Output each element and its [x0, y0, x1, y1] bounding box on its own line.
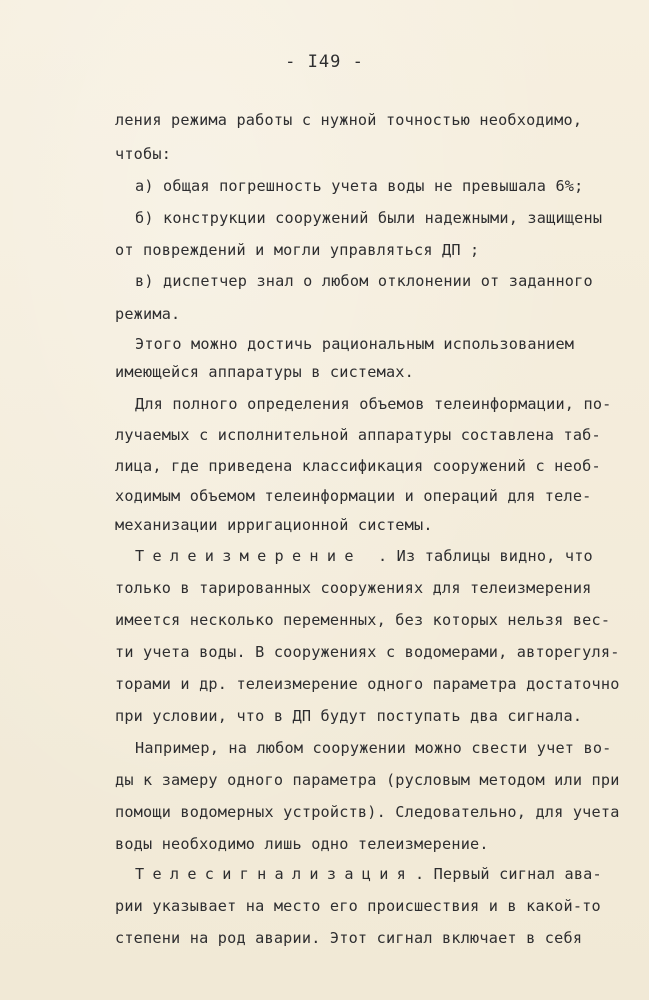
- section-heading: Телеизмерение: [135, 547, 362, 565]
- text-line: помощи водомерных устройств). Следовательно, для учета: [115, 803, 620, 821]
- text-line: в) диспетчер знал о любом отклонении от заданного: [135, 272, 593, 290]
- text-line: механизации ирригационной системы.: [115, 516, 433, 534]
- text-line: Этого можно достичь рациональным использованием: [135, 335, 575, 353]
- section-heading: Телесигнализация: [135, 865, 415, 883]
- text-line: только в тарированных сооружениях для телеизмерения: [115, 579, 592, 597]
- text-line: при условии, что в ДП будут поступать два сигнала.: [115, 707, 583, 725]
- text-line: . Из таблицы видно, что: [378, 547, 593, 565]
- text-line: лучаемых с исполнительной аппаратуры составлена таб-: [115, 426, 601, 444]
- text-line: рии указывает на место его происшествия и в какой-то: [115, 897, 601, 915]
- text-line: степени на род аварии. Этот сигнал включает в себя: [115, 929, 583, 947]
- text-line: ления режима работы с нужной точностью необходимо,: [115, 111, 583, 129]
- text-line: чтобы:: [115, 145, 172, 163]
- text-line: имеющейся аппаратуры в системах.: [115, 363, 414, 381]
- text-line: ды к замеру одного параметра (русловым методом или при: [115, 771, 620, 789]
- text-line: воды необходимо лишь одно телеизмерение.: [115, 835, 489, 853]
- text-line: . Первый сигнал ава-: [415, 865, 602, 883]
- text-line: лица, где приведена классификация сооружений с необ-: [115, 457, 601, 475]
- text-line: имеется несколько переменных, без которых нельзя вес-: [115, 611, 611, 629]
- text-line: Для полного определения объемов телеинформации, по-: [135, 395, 612, 413]
- text-line: режима.: [115, 305, 181, 323]
- text-line: а) общая погрешность учета воды не превышала 6%;: [135, 177, 584, 195]
- text-line: б) конструкции сооружений были надежными, защищены: [135, 209, 603, 227]
- text-line: Например, на любом сооружении можно свести учет во-: [135, 739, 612, 757]
- text-line: ходимым объемом телеинформации и операций для теле-: [115, 487, 592, 505]
- page-number: - I49 -: [285, 52, 364, 72]
- text-line: от повреждений и могли управляться ДП ;: [115, 241, 480, 259]
- text-line: ти учета воды. В сооружениях с водомерами, авторегуля-: [115, 643, 620, 661]
- text-line: торами и др. телеизмерение одного параметра достаточно: [115, 675, 620, 693]
